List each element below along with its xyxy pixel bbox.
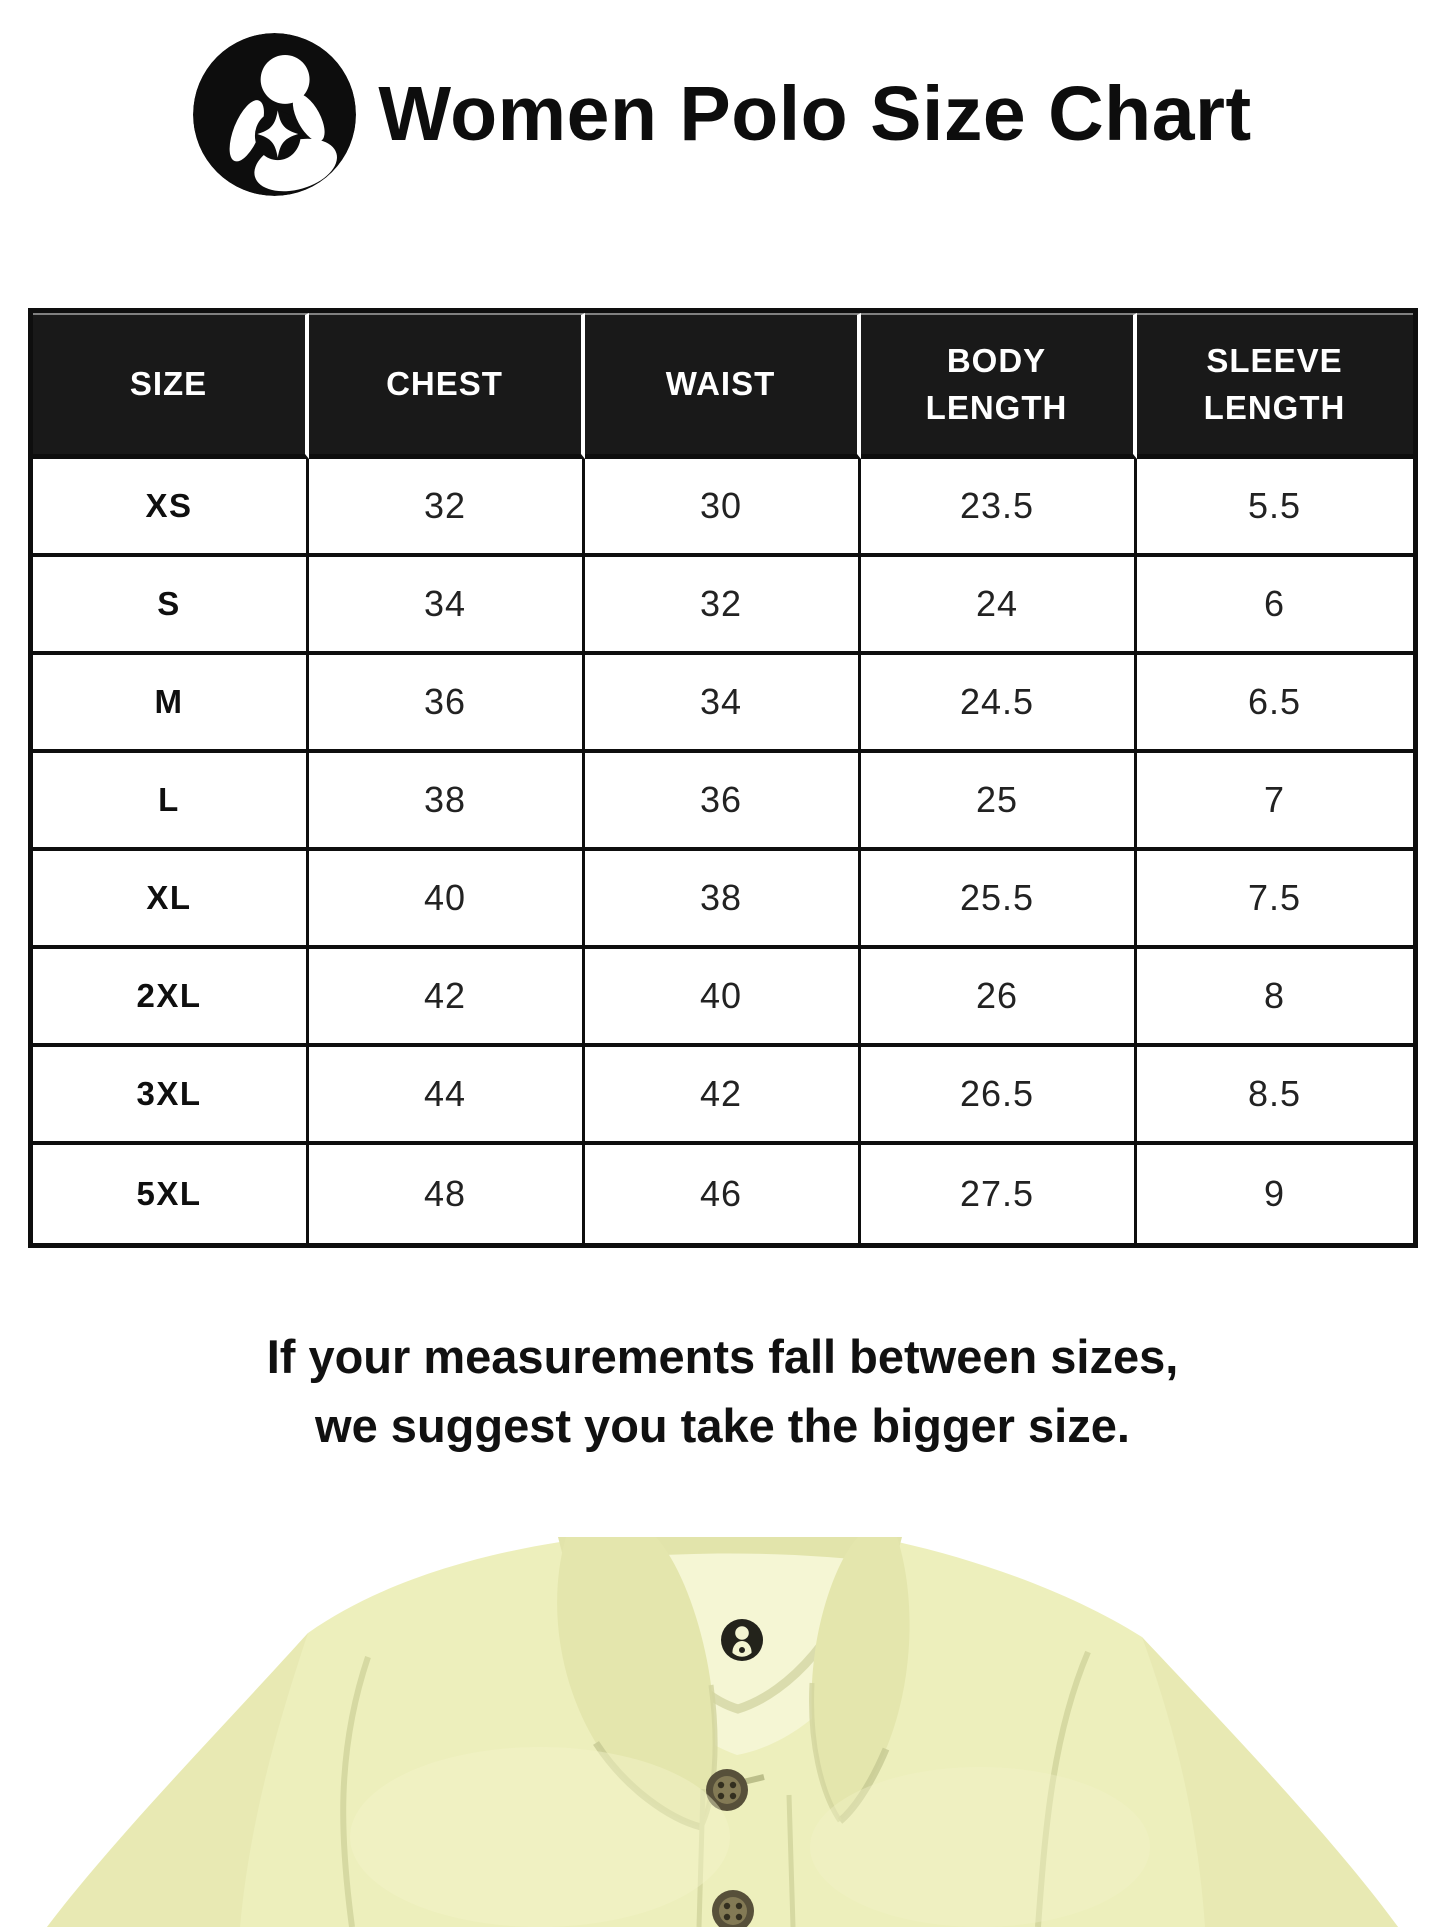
value-cell: 24 [861, 557, 1137, 655]
value-cell: 26 [861, 949, 1137, 1047]
value-cell: 48 [309, 1145, 585, 1243]
value-cell: 27.5 [861, 1145, 1137, 1243]
value-cell: 23.5 [861, 459, 1137, 557]
brand-logo-icon [193, 33, 356, 196]
value-cell: 36 [309, 655, 585, 753]
value-cell: 8 [1137, 949, 1413, 1047]
size-cell: M [33, 655, 309, 753]
value-cell: 25.5 [861, 851, 1137, 949]
page-title: Women Polo Size Chart [378, 71, 1252, 157]
table-row [33, 1047, 1413, 1145]
table-row [33, 557, 1413, 655]
size-cell: XL [33, 851, 309, 949]
header [0, 0, 1445, 196]
note-line-1: If your measurements fall between sizes, [266, 1330, 1179, 1383]
column-header: SIZE [33, 313, 309, 459]
value-cell: 7.5 [1137, 851, 1413, 949]
table-row [33, 753, 1413, 851]
size-note [0, 1322, 1445, 1460]
value-cell: 7 [1137, 753, 1413, 851]
size-chart-table [28, 308, 1418, 1248]
size-cell: S [33, 557, 309, 655]
value-cell: 9 [1137, 1145, 1413, 1243]
value-cell: 42 [585, 1047, 861, 1145]
value-cell: 32 [585, 557, 861, 655]
value-cell: 6 [1137, 557, 1413, 655]
value-cell: 36 [585, 753, 861, 851]
value-cell: 25 [861, 753, 1137, 851]
table-row [33, 459, 1413, 557]
size-cell: 2XL [33, 949, 309, 1047]
table-row [33, 1145, 1413, 1243]
column-header: BODY LENGTH [861, 313, 1137, 459]
value-cell: 38 [309, 753, 585, 851]
value-cell: 44 [309, 1047, 585, 1145]
value-cell: 8.5 [1137, 1047, 1413, 1145]
table-row [33, 655, 1413, 753]
table-header-row [33, 313, 1413, 459]
value-cell: 24.5 [861, 655, 1137, 753]
value-cell: 32 [309, 459, 585, 557]
size-cell: XS [33, 459, 309, 557]
column-header: CHEST [309, 313, 585, 459]
size-cell: 5XL [33, 1145, 309, 1243]
value-cell: 30 [585, 459, 861, 557]
table-header [33, 313, 1413, 459]
value-cell: 42 [309, 949, 585, 1047]
note-line-2: we suggest you take the bigger size. [315, 1399, 1130, 1453]
column-header: WAIST [585, 313, 861, 459]
size-cell: L [33, 753, 309, 851]
value-cell: 6.5 [1137, 655, 1413, 753]
value-cell: 46 [585, 1145, 861, 1243]
value-cell: 38 [585, 851, 861, 949]
value-cell: 34 [585, 655, 861, 753]
value-cell: 5.5 [1137, 459, 1413, 557]
neck-label-logo-icon [721, 1619, 763, 1661]
value-cell: 40 [585, 949, 861, 1047]
value-cell: 34 [309, 557, 585, 655]
value-cell: 40 [309, 851, 585, 949]
table-row [33, 851, 1413, 949]
value-cell: 26.5 [861, 1047, 1137, 1145]
column-header: SLEEVE LENGTH [1137, 313, 1413, 459]
polo-shirt-image [0, 1537, 1445, 1927]
size-table-body [33, 459, 1413, 1243]
table-row [33, 949, 1413, 1047]
size-cell: 3XL [33, 1047, 309, 1145]
